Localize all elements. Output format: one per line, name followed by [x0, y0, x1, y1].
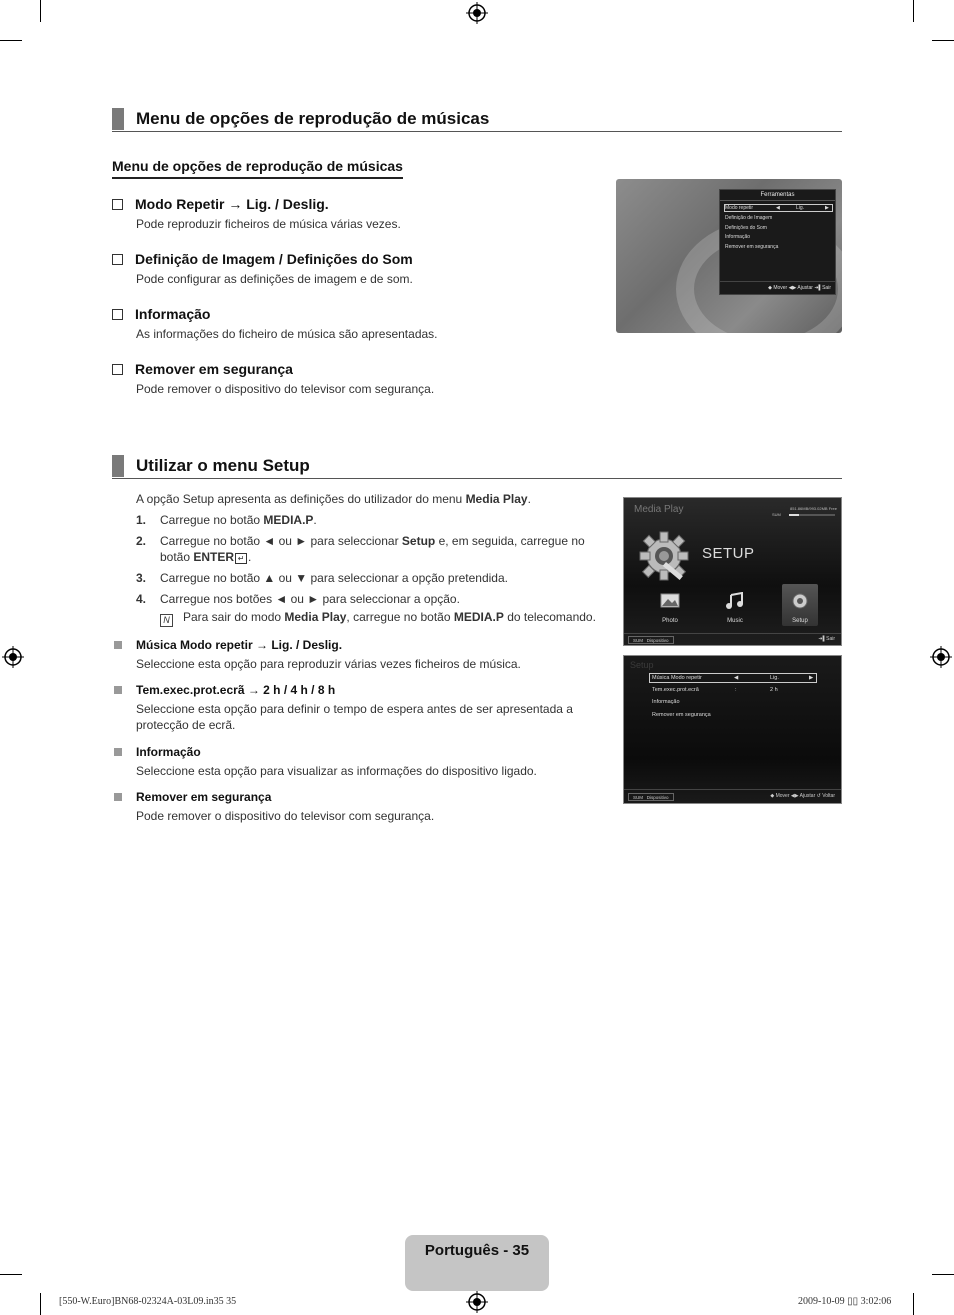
nav-hint: ◆ Mover ◀▶ Ajustar ↺ Voltar: [770, 793, 835, 799]
tools-item: Definições do Som: [725, 225, 767, 231]
media-play-screenshot: [623, 497, 842, 646]
registration-mark-icon: [466, 2, 488, 24]
crop-mark: [0, 1274, 22, 1275]
step-number: 3.: [136, 571, 147, 585]
crop-mark: [40, 1293, 41, 1315]
checkbox-bullet-icon: [112, 254, 123, 265]
intro-paragraph: [136, 491, 531, 507]
square-bullet-icon: [114, 748, 122, 756]
bullet-title: Música Modo repetir → Lig. / Deslig.: [136, 638, 343, 652]
pill-dispositivo: Dispositivo: [646, 795, 669, 800]
media-play-title: Media Play: [634, 504, 684, 515]
intro-bold: Media Play: [465, 492, 528, 506]
bullet-desc: Seleccione esta opção para definir o tempo de espera antes de ser apresentada a protecção de ecrã.: [136, 702, 573, 732]
checkbox-bullet-icon: [112, 364, 123, 375]
exit-hint: ➜▌Sair: [818, 636, 835, 642]
tools-menu: [719, 189, 836, 295]
setup-menu-screenshot: [623, 655, 842, 804]
bullet-music-repeat: [112, 637, 602, 673]
tools-item: Informação: [725, 234, 751, 240]
option-desc: As informações do ficheiro de música são apresentadas.: [136, 327, 438, 341]
note-text: , carregue no botão: [346, 610, 454, 624]
note-exit-media-play: [160, 610, 596, 627]
step-text: .: [313, 513, 317, 527]
note-icon: N: [160, 614, 173, 627]
media-play-footer: [624, 633, 841, 645]
bullet-desc: Pode remover o dispositivo do televisor com segurança.: [136, 809, 435, 823]
setup-row-label: Tem.exec.prot.ecrã: [652, 687, 699, 693]
device-label: SUM: [772, 512, 781, 517]
option-safe-remove: [112, 359, 612, 396]
print-slug-left: [550-W.Euro]BN68-02324A-03L09.in35 35: [59, 1296, 237, 1307]
pill-dispositivo: Dispositivo: [646, 638, 669, 643]
setup-row-value: Lig.: [770, 675, 779, 681]
bullet-desc: Seleccione esta opção para reproduzir várias vezes ficheiros de música.: [136, 657, 521, 671]
square-bullet-icon: [114, 793, 122, 801]
colon-separator: :: [735, 687, 737, 693]
step-text: Carregue no botão ▲ ou ▼ para seleccionar a opção pretendida.: [160, 571, 508, 585]
print-slug-right: 2009-10-09 ▯▯ 3:02:06: [798, 1296, 892, 1307]
bullet-safe-remove: [112, 789, 602, 825]
setup-footer: [624, 789, 841, 803]
setup-icon[interactable]: [790, 592, 810, 610]
step-number: 1.: [136, 513, 147, 527]
step-text: Carregue nos botões ◄ ou ► para seleccionar a opção.: [160, 592, 460, 606]
registration-mark-icon: [466, 1291, 488, 1313]
crop-mark: [932, 40, 954, 41]
option-title: Modo Repetir → Lig. / Deslig.: [135, 196, 329, 212]
square-bullet-icon: [114, 686, 122, 694]
step-text: Carregue no botão: [160, 513, 264, 527]
tools-arrows-icon: ▶: [825, 205, 829, 211]
heading-bar: [112, 455, 124, 477]
option-information: [112, 304, 612, 341]
left-arrow-icon: ◀: [734, 675, 739, 681]
tools-menu-screenshot: [616, 179, 842, 333]
icon-label-music: Music: [727, 618, 743, 624]
icon-label-setup: Setup: [792, 618, 808, 624]
setup-label: SETUP: [702, 545, 755, 562]
step-2: [136, 533, 606, 565]
intro-text: .: [527, 492, 531, 506]
option-title: Informação: [135, 306, 211, 322]
step-number: 2.: [136, 534, 147, 548]
bullet-title: Informação: [136, 745, 201, 759]
option-title: Remover em segurança: [135, 361, 293, 377]
bullet-title: Remover em segurança: [136, 790, 272, 804]
registration-mark-icon: [930, 646, 952, 668]
device-pill: [628, 636, 674, 644]
note-text: Para sair do modo: [183, 610, 285, 624]
pill-device: SUM: [633, 795, 643, 800]
step-text: Carregue no botão ◄ ou ► para seleccionar: [160, 534, 402, 548]
enter-key-icon: ↵: [235, 553, 247, 564]
tools-item: Modo repetir: [725, 205, 754, 211]
crop-mark: [40, 0, 41, 22]
option-title: Definição de Imagem / Definições do Som: [135, 251, 413, 267]
page-number-tab: [405, 1235, 549, 1291]
crop-mark: [913, 0, 914, 22]
note-text: do telecomando.: [503, 610, 596, 624]
step-bold: ENTER: [193, 550, 235, 564]
step-text: .: [248, 550, 252, 564]
note-bold: Media Play: [284, 610, 347, 624]
intro-text: A opção Setup apresenta as definições do utilizador do menu: [136, 492, 466, 506]
tools-menu-title: Ferramentas: [720, 190, 835, 201]
checkbox-bullet-icon: [112, 309, 123, 320]
tools-item: Remover em segurança: [725, 244, 779, 250]
option-desc: Pode reproduzir ficheiros de música várias vezes.: [136, 217, 401, 231]
option-desc: Pode remover o dispositivo do televisor com segurança.: [136, 382, 435, 396]
section-title: Menu de opções de reprodução de músicas: [136, 109, 490, 128]
tools-item-value: Lig.: [796, 205, 805, 211]
bullet-information: [112, 744, 602, 780]
bullet-screensaver: [112, 682, 602, 734]
subsection-title: Menu de opções de reprodução de músicas: [112, 158, 403, 179]
setup-gear-icon: [636, 528, 692, 584]
crop-mark: [913, 1293, 914, 1315]
step-number: 4.: [136, 592, 147, 606]
device-capacity: 851.86MB/993.02MB Free: [790, 506, 837, 511]
section-title: Utilizar o menu Setup: [136, 456, 310, 475]
bullet-desc: Seleccione esta opção para visualizar as informações do dispositivo ligado.: [136, 764, 537, 778]
step-1: [136, 512, 606, 528]
option-repeat-mode: [112, 194, 612, 231]
option-desc: Pode configurar as definições de imagem e de som.: [136, 272, 413, 286]
heading-bar: [112, 108, 124, 130]
tools-item: Definição de Imagem: [725, 215, 773, 221]
step-bold: Setup: [401, 534, 436, 548]
section-heading-music-options: [112, 108, 842, 132]
setup-row-label: Informação: [652, 699, 680, 705]
page-number: Português - 35: [424, 1242, 530, 1259]
right-arrow-icon: ▶: [809, 675, 814, 681]
registration-mark-icon: [2, 646, 24, 668]
note-bold: MEDIA.P: [453, 610, 504, 624]
step-3: [136, 570, 606, 586]
tools-arrows-icon: ◀: [776, 205, 780, 211]
crop-mark: [0, 40, 22, 41]
device-pill: [628, 793, 674, 801]
icon-label-photo: Photo: [662, 618, 678, 624]
checkbox-bullet-icon: [112, 199, 123, 210]
setup-row-value: 2 h: [770, 687, 778, 693]
step-text: e, em seguida, carregue no botão: [160, 534, 585, 564]
step-4: [136, 591, 606, 607]
crop-mark: [932, 1274, 954, 1275]
tools-footer: ◆ Mover ◀▶ Ajustar ➜▌Sair: [720, 281, 835, 291]
step-bold: MEDIA.P: [263, 513, 314, 527]
photo-icon[interactable]: [660, 592, 680, 610]
pill-device: SUM: [633, 638, 643, 643]
setup-row-label: Remover em segurança: [652, 712, 711, 718]
music-icon[interactable]: [725, 592, 745, 610]
option-picture-sound: [112, 249, 612, 286]
setup-screen-title: Setup: [630, 660, 654, 670]
capacity-bar: [789, 514, 835, 516]
setup-row-label: Música Modo repetir: [652, 675, 702, 681]
square-bullet-icon: [114, 641, 122, 649]
bullet-title: Tem.exec.prot.ecrã → 2 h / 4 h / 8 h: [136, 683, 336, 697]
section-heading-setup: [112, 455, 842, 479]
